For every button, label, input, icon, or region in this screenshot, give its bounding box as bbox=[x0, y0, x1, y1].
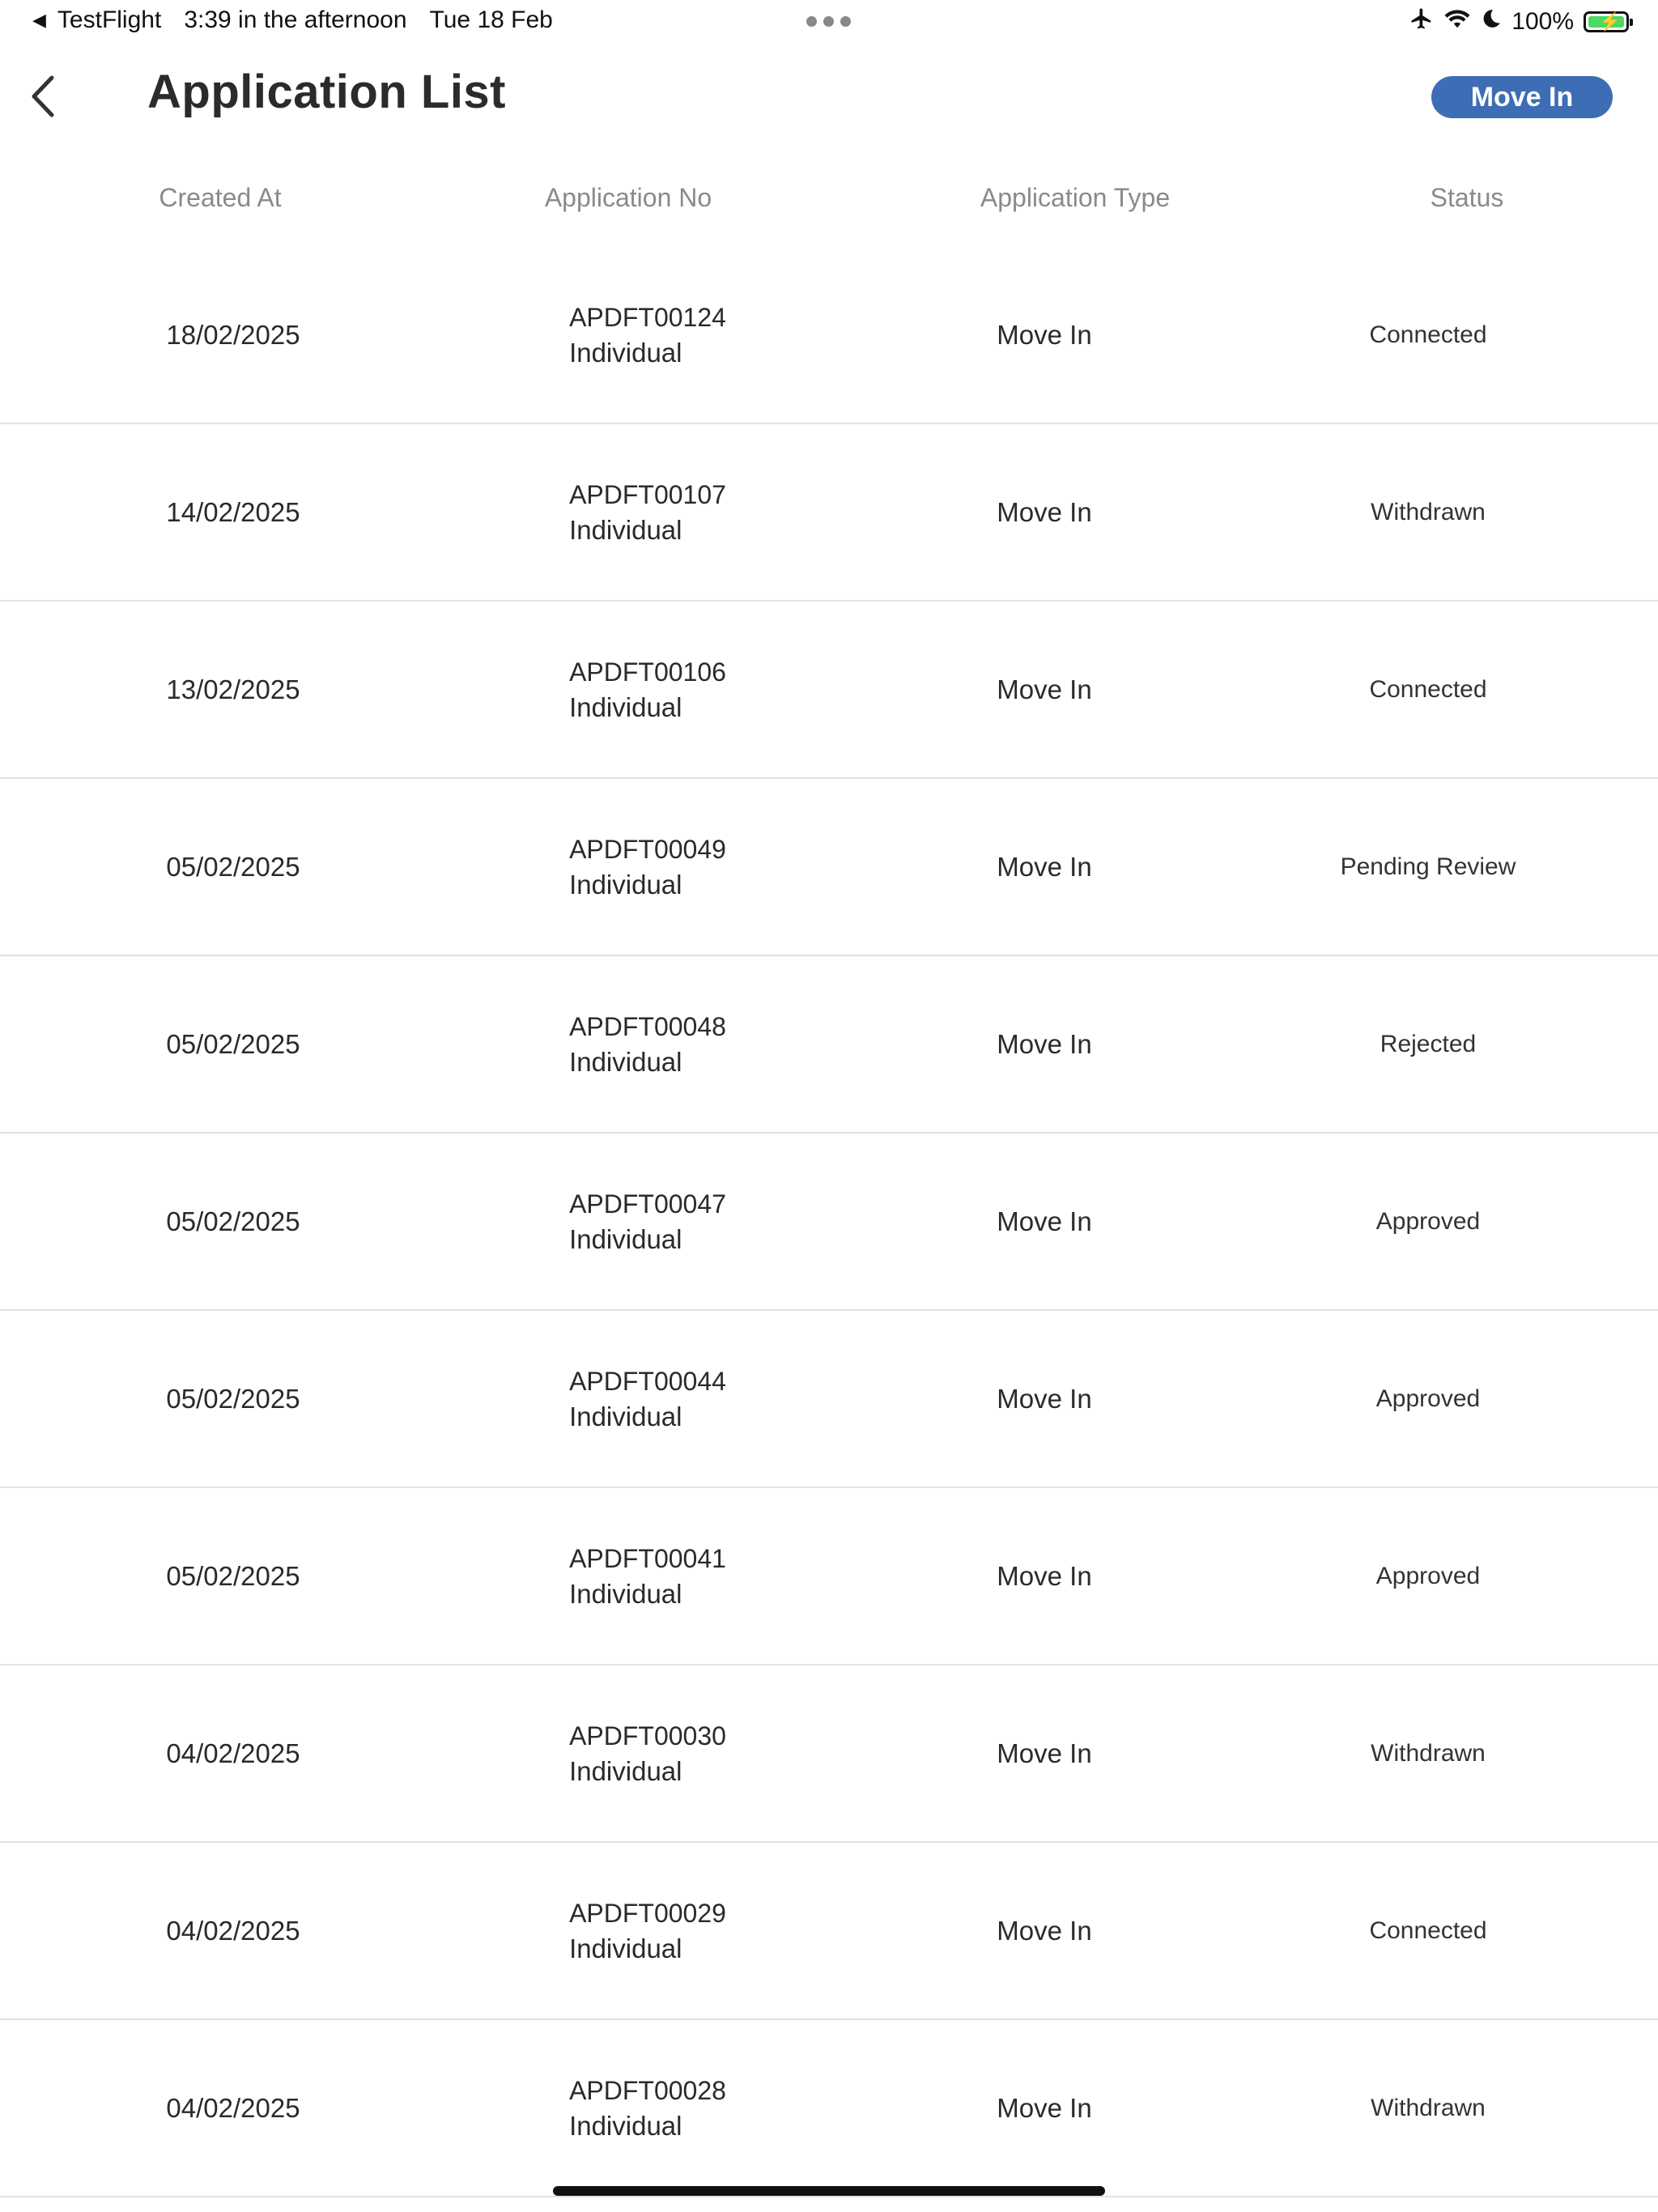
column-header-application-no: Application No bbox=[544, 183, 712, 212]
status-cell: Connected bbox=[1369, 1916, 1487, 1944]
created-at-cell: 04/02/2025 bbox=[166, 1915, 300, 1946]
application-number: APDFT00044 bbox=[569, 1366, 726, 1396]
application-no-cell bbox=[569, 1134, 726, 1309]
status-bar-right bbox=[1409, 6, 1629, 37]
status-cell: Approved bbox=[1375, 1207, 1481, 1235]
column-header-created-at: Created At bbox=[159, 183, 282, 212]
application-type-cell: Move In bbox=[997, 319, 1092, 350]
multitasking-dots-icon[interactable] bbox=[806, 16, 851, 27]
status-date: Tue 18 Feb bbox=[429, 6, 553, 33]
application-kind: Individual bbox=[569, 514, 682, 545]
table-row[interactable] bbox=[0, 2020, 1658, 2197]
created-at-cell: 05/02/2025 bbox=[166, 851, 300, 882]
column-header-application-type: Application Type bbox=[980, 183, 1171, 212]
application-number: APDFT00030 bbox=[569, 1721, 726, 1750]
status-bar bbox=[0, 0, 1658, 45]
application-kind: Individual bbox=[569, 869, 682, 900]
application-number: APDFT00028 bbox=[569, 2075, 726, 2105]
application-kind: Individual bbox=[569, 1046, 682, 1077]
status-cell: Connected bbox=[1369, 675, 1487, 703]
move-in-button[interactable]: Move In bbox=[1431, 76, 1613, 118]
application-type-cell: Move In bbox=[997, 1028, 1092, 1059]
application-type-cell: Move In bbox=[997, 1560, 1092, 1591]
page-title: Application List bbox=[147, 66, 506, 118]
status-cell: Approved bbox=[1375, 1562, 1481, 1589]
application-list bbox=[0, 247, 1658, 2197]
application-kind: Individual bbox=[569, 1401, 682, 1431]
back-button[interactable] bbox=[28, 74, 66, 120]
application-kind: Individual bbox=[569, 691, 682, 722]
created-at-cell: 05/02/2025 bbox=[166, 1206, 300, 1236]
table-row[interactable] bbox=[0, 779, 1658, 956]
moon-icon bbox=[1481, 7, 1502, 36]
application-no-cell bbox=[569, 2020, 726, 2196]
application-type-cell: Move In bbox=[997, 1206, 1092, 1236]
wifi-icon bbox=[1443, 7, 1471, 36]
status-cell: Rejected bbox=[1380, 1030, 1477, 1057]
application-type-cell: Move In bbox=[997, 674, 1092, 704]
battery-percent: 100% bbox=[1511, 8, 1574, 35]
application-kind: Individual bbox=[569, 1933, 682, 1963]
table-row[interactable] bbox=[0, 1665, 1658, 1843]
application-kind: Individual bbox=[569, 2110, 682, 2141]
application-number: APDFT00049 bbox=[569, 834, 726, 864]
status-cell: Pending Review bbox=[1340, 853, 1516, 880]
application-no-cell bbox=[569, 1843, 726, 2018]
table-row[interactable] bbox=[0, 1311, 1658, 1488]
airplane-icon bbox=[1409, 6, 1434, 37]
application-no-cell bbox=[569, 602, 726, 777]
application-kind: Individual bbox=[569, 337, 682, 368]
chevron-left-icon bbox=[28, 74, 60, 118]
created-at-cell: 18/02/2025 bbox=[166, 319, 300, 350]
application-number: APDFT00048 bbox=[569, 1011, 726, 1041]
back-to-app-label[interactable]: TestFlight bbox=[57, 6, 162, 33]
application-type-cell: Move In bbox=[997, 851, 1092, 882]
column-header-status: Status bbox=[1430, 183, 1504, 212]
status-cell: Withdrawn bbox=[1371, 2094, 1486, 2121]
status-time: 3:39 in the afternoon bbox=[184, 6, 407, 33]
application-number: APDFT00029 bbox=[569, 1898, 726, 1928]
table-row[interactable] bbox=[0, 1134, 1658, 1311]
created-at-cell: 04/02/2025 bbox=[166, 2092, 300, 2123]
table-row[interactable] bbox=[0, 247, 1658, 424]
application-number: APDFT00124 bbox=[569, 302, 726, 332]
home-indicator[interactable] bbox=[553, 2186, 1105, 2196]
created-at-cell: 13/02/2025 bbox=[166, 674, 300, 704]
status-cell: Approved bbox=[1375, 1385, 1481, 1412]
application-no-cell bbox=[569, 779, 726, 955]
table-row[interactable] bbox=[0, 602, 1658, 779]
application-number: APDFT00106 bbox=[569, 657, 726, 687]
table-row[interactable] bbox=[0, 424, 1658, 602]
created-at-cell: 14/02/2025 bbox=[166, 496, 300, 527]
application-kind: Individual bbox=[569, 1755, 682, 1786]
application-type-cell: Move In bbox=[997, 496, 1092, 527]
application-no-cell bbox=[569, 956, 726, 1132]
table-row[interactable] bbox=[0, 1843, 1658, 2020]
application-type-cell: Move In bbox=[997, 1738, 1092, 1768]
table-row[interactable] bbox=[0, 956, 1658, 1134]
application-type-cell: Move In bbox=[997, 1383, 1092, 1414]
application-no-cell bbox=[569, 1488, 726, 1664]
application-kind: Individual bbox=[569, 1578, 682, 1609]
application-number: APDFT00047 bbox=[569, 1189, 726, 1219]
application-type-cell: Move In bbox=[997, 1915, 1092, 1946]
application-no-cell bbox=[569, 424, 726, 600]
application-number: APDFT00041 bbox=[569, 1543, 726, 1573]
created-at-cell: 05/02/2025 bbox=[166, 1383, 300, 1414]
application-type-cell: Move In bbox=[997, 2092, 1092, 2123]
table-row[interactable] bbox=[0, 1488, 1658, 1665]
status-cell: Withdrawn bbox=[1371, 498, 1486, 525]
application-no-cell bbox=[569, 1665, 726, 1841]
status-cell: Connected bbox=[1369, 321, 1487, 348]
status-bar-left bbox=[32, 6, 553, 34]
battery-charging-icon: ⚡ bbox=[1584, 11, 1629, 32]
application-number: APDFT00107 bbox=[569, 479, 726, 509]
back-to-app-icon[interactable]: ◀ bbox=[32, 10, 46, 30]
created-at-cell: 04/02/2025 bbox=[166, 1738, 300, 1768]
application-no-cell bbox=[569, 1311, 726, 1487]
created-at-cell: 05/02/2025 bbox=[166, 1560, 300, 1591]
application-no-cell bbox=[569, 247, 726, 423]
created-at-cell: 05/02/2025 bbox=[166, 1028, 300, 1059]
status-cell: Withdrawn bbox=[1371, 1739, 1486, 1767]
application-kind: Individual bbox=[569, 1223, 682, 1254]
